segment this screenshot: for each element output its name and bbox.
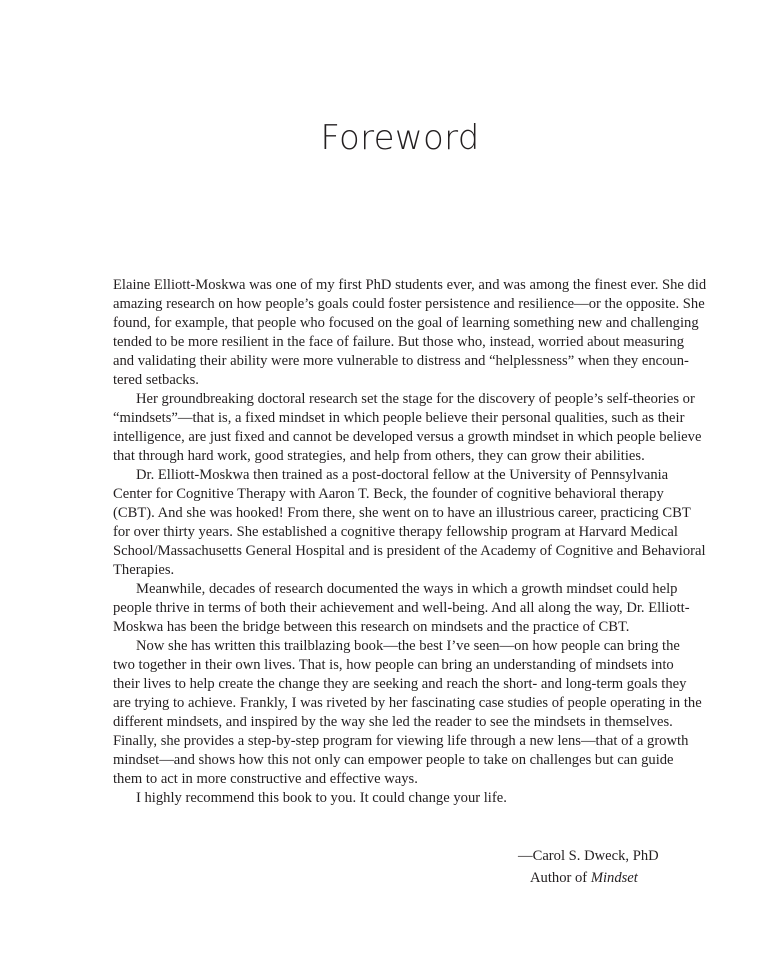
text-line: Meanwhile, decades of research documented the ways in which a growth mindset could help (136, 581, 678, 597)
page-title: Foreword (320, 118, 480, 158)
signature-role-prefix: Author of (530, 870, 591, 886)
text-line: I highly recommend this book to you. It could change your life. (136, 790, 507, 806)
text-line: tended to be more resilient in the face of failure. But those who, instead, worried about measuring (113, 334, 685, 350)
signature-book-title: Mindset (590, 870, 638, 886)
text-line: Moskwa has been the bridge between this research on mindsets and the practice of CBT. (113, 619, 630, 635)
paragraph (113, 276, 707, 390)
text-line: Her groundbreaking doctoral research set the stage for the discovery of people’s self-theories or (136, 391, 695, 407)
signature-name: —Carol S. Dweck, PhD (518, 848, 659, 864)
text-line: their lives to help create the change they are seeking and reach the short- and long-term goals they (113, 676, 687, 692)
text-line: that through hard work, good strategies, and help from others, they can grow their abilities. (113, 448, 645, 464)
text-line: mindset—and shows how this not only can empower people to take on challenges but can guide (113, 752, 674, 768)
text-line: tered setbacks. (113, 372, 199, 388)
text-line: different mindsets, and inspired by the way she led the reader to see the mindsets in themselves. (113, 714, 673, 730)
text-line: School/Massachusetts General Hospital and is president of the Academy of Cognitive and Behavioral (113, 543, 706, 559)
paragraph (113, 580, 690, 637)
text-line: intelligence, are just fixed and cannot be developed versus a growth mindset in which people believe (113, 429, 702, 445)
text-line: (CBT). And she was hooked! From there, she went on to have an illustrious career, practicing CBT (113, 505, 691, 521)
signature-role (530, 870, 638, 887)
text-line: Therapies. (113, 562, 175, 578)
text-line: Center for Cognitive Therapy with Aaron T. Beck, the founder of cognitive behavioral therapy (113, 486, 664, 502)
text-line: them to act in more constructive and effective ways. (113, 771, 418, 787)
text-line: amazing research on how people’s goals could foster persistence and resilience—or the opposite. She (113, 296, 705, 312)
foreword-body (113, 276, 707, 808)
text-line: “mindsets”—that is, a fixed mindset in which people believe their personal qualities, such as their (113, 410, 685, 426)
text-line: Now she has written this trailblazing book—the best I’ve seen—on how people can bring the (136, 638, 680, 654)
text-line: Dr. Elliott-Moskwa then trained as a post-doctoral fellow at the University of Pennsylvania (136, 467, 669, 483)
text-line: found, for example, that people who focused on the goal of learning something new and challenging (113, 315, 699, 331)
text-line: two together in their own lives. That is, how people can bring an understanding of mindsets into (113, 657, 674, 673)
text-line: Finally, she provides a step-by-step program for viewing life through a new lens—that of a growth (113, 733, 689, 749)
text-line: and validating their ability were more vulnerable to distress and “helplessness” when they encoun- (113, 353, 689, 369)
text-line: for over thirty years. She established a cognitive therapy fellowship program at Harvard Medical (113, 524, 678, 540)
text-line: people thrive in terms of both their achievement and well-being. And all along the way, Dr. Elliott- (113, 600, 690, 616)
paragraph (113, 789, 658, 808)
paragraph (113, 637, 702, 789)
paragraph (113, 390, 702, 466)
text-line: are trying to achieve. Frankly, I was riveted by her fascinating case studies of people operating in the (113, 695, 702, 711)
text-line: Elaine Elliott-Moskwa was one of my first PhD students ever, and was among the finest ever. She did (113, 277, 707, 293)
paragraph (113, 466, 706, 580)
